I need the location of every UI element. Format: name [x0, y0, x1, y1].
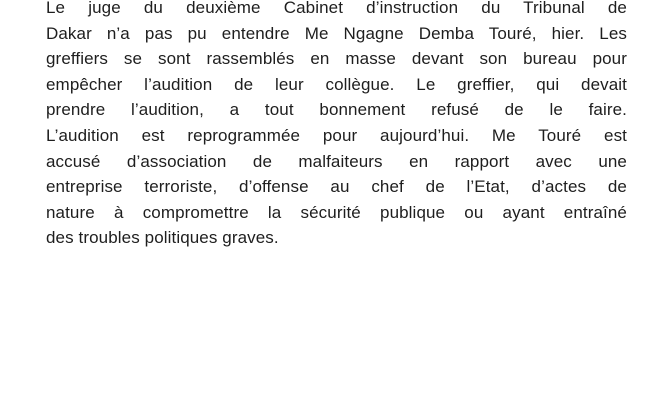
paragraph-line: accusé d’association de malfaiteurs en rapport avec une — [46, 151, 627, 171]
paragraph-line: L’audition est reprogrammée pour aujourd’hui. Me Touré est — [46, 125, 627, 145]
paragraph-line: entreprise terroriste, d’offense au chef de l’Etat, d’actes de — [46, 177, 627, 197]
paragraph-line: Dakar n’a pas pu entendre Me Ngagne Demba Touré, hier. Les — [46, 23, 627, 43]
paragraph-line: Le juge du deuxième Cabinet d’instruction du Tribunal de — [46, 0, 627, 17]
paragraph-line: prendre l’audition, a tout bonnement refusé de le faire. — [46, 100, 627, 120]
paragraph-line: greffiers se sont rassemblés en masse devant son bureau pour — [46, 49, 627, 69]
paragraph-line: empêcher l’audition de leur collègue. Le greffier, qui devait — [46, 74, 627, 94]
paragraph-line: nature à compromettre la sécurité publique ou ayant entraîné — [46, 202, 627, 222]
paragraph-line: des troubles politiques graves. — [46, 228, 279, 248]
article-paragraph — [46, 0, 627, 251]
